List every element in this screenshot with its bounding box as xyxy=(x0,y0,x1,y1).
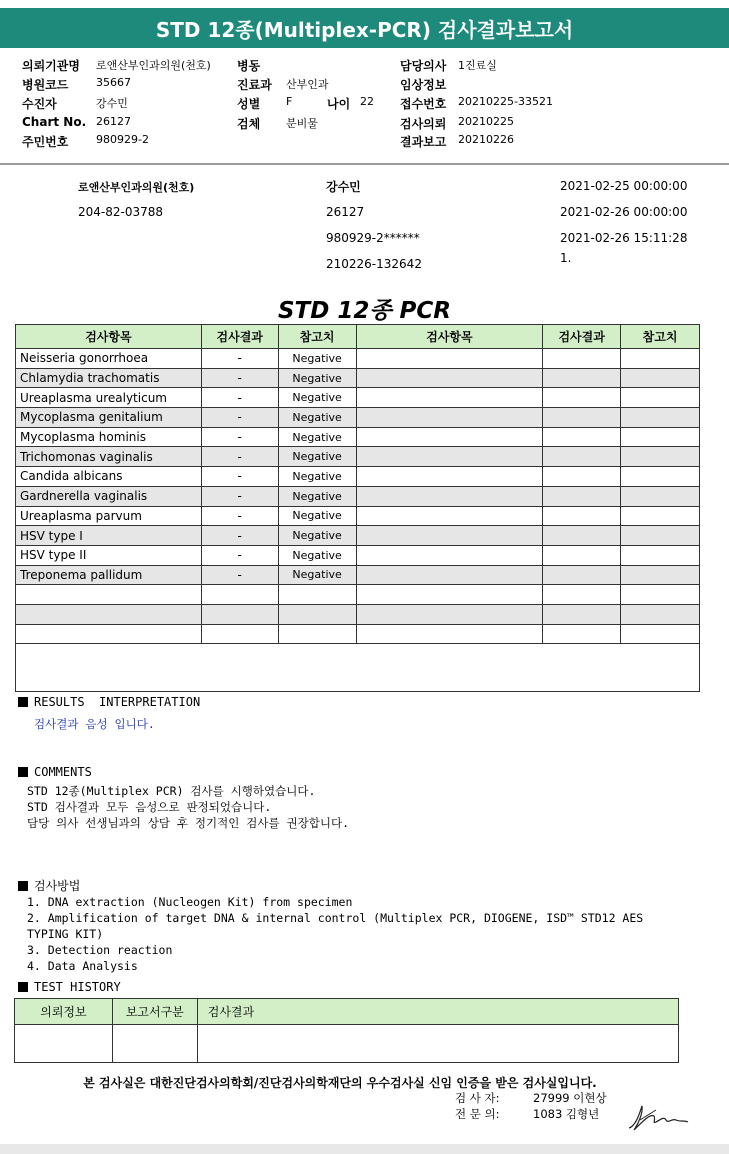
cell-item: Ureaplasma urealyticum xyxy=(16,388,202,408)
cell-ref: Negative xyxy=(278,408,356,428)
history-title: TEST HISTORY xyxy=(34,980,121,994)
cell-empty xyxy=(543,388,621,408)
cell-empty xyxy=(543,585,621,605)
tester-name: 27999 이현상 xyxy=(533,1091,607,1105)
cell-item: Gardnerella vaginalis xyxy=(16,486,202,506)
cell-empty xyxy=(356,467,543,487)
method-line: TYPING KIT) xyxy=(27,927,104,941)
summary-barcode: 210226-132642 xyxy=(326,257,422,271)
cell-empty xyxy=(356,486,543,506)
history-cell xyxy=(112,1025,197,1063)
cell-empty xyxy=(621,388,700,408)
interpretation-section xyxy=(18,695,200,709)
cell-item: Trichomonas vaginalis xyxy=(16,447,202,467)
interpretation-title: RESULTS INTERPRETATION xyxy=(34,695,201,709)
summary-datetime-3: 2021-02-26 15:11:28 xyxy=(560,231,688,245)
method-line: 1. DNA extraction (Nucleogen Kit) from specimen xyxy=(27,895,353,909)
cell-empty xyxy=(543,427,621,447)
col-header: 검사항목 xyxy=(356,325,543,349)
page-bottom-bar xyxy=(0,1144,729,1154)
comments-section xyxy=(18,765,92,779)
cell-empty xyxy=(356,506,543,526)
cell-item: Mycoplasma genitalium xyxy=(16,408,202,428)
cell-empty xyxy=(543,526,621,546)
table-row xyxy=(16,408,700,428)
cell-empty xyxy=(543,447,621,467)
header-value: 20210225 xyxy=(458,115,514,128)
cell-ref: Negative xyxy=(278,447,356,467)
header-label: 접수번호 xyxy=(400,97,447,111)
cell-empty xyxy=(356,408,543,428)
section-title: STD 12종 PCR xyxy=(277,298,452,324)
cell-result: - xyxy=(201,467,278,487)
header-label: 결과보고 xyxy=(400,135,447,149)
history-table xyxy=(14,998,679,1063)
cell-empty xyxy=(621,526,700,546)
comment-line: 담당 의사 선생님과의 상담 후 정기적인 검사를 권장합니다. xyxy=(27,816,350,830)
cell-result: - xyxy=(201,408,278,428)
doctor-label: 전 문 의: xyxy=(455,1107,500,1121)
cell-empty xyxy=(621,506,700,526)
cell-item xyxy=(16,604,202,624)
summary-chart-no: 26127 xyxy=(326,205,365,219)
col-header: 참고치 xyxy=(278,325,356,349)
cell-empty xyxy=(356,604,543,624)
header-value: 26127 xyxy=(96,115,131,128)
table-row xyxy=(16,624,700,644)
tester-label: 검 사 자: xyxy=(455,1091,500,1105)
doctor-name: 1083 김형년 xyxy=(533,1107,600,1121)
cell-empty xyxy=(621,467,700,487)
cell-result xyxy=(201,604,278,624)
cell-empty xyxy=(356,349,543,369)
header-value: 강수민 xyxy=(96,97,128,110)
certification-note: 본 검사실은 대한진단검사의학회/진단검사의학재단의 우수검사실 신임 인증을 받은 검사실입니다. xyxy=(83,1076,597,1090)
cell-empty xyxy=(621,624,700,644)
header-label: Chart No. xyxy=(22,115,87,129)
cell-empty xyxy=(543,506,621,526)
cell-empty xyxy=(621,349,700,369)
table-row xyxy=(16,526,700,546)
col-header: 검사결과 xyxy=(201,325,278,349)
square-bullet-icon xyxy=(18,881,28,891)
cell-empty xyxy=(543,624,621,644)
cell-ref: Negative xyxy=(278,565,356,585)
cell-ref: Negative xyxy=(278,368,356,388)
cell-result xyxy=(201,624,278,644)
cell-result: - xyxy=(201,349,278,369)
history-header-row xyxy=(15,999,679,1025)
age-label: 나이 xyxy=(327,97,351,111)
table-row xyxy=(16,604,700,624)
comments-title: COMMENTS xyxy=(34,765,92,779)
cell-ref: Negative xyxy=(278,349,356,369)
table-row xyxy=(16,486,700,506)
cell-result: - xyxy=(201,486,278,506)
cell-empty xyxy=(543,368,621,388)
cell-empty xyxy=(621,486,700,506)
cell-ref: Negative xyxy=(278,427,356,447)
header-value: 분비물 xyxy=(286,117,318,130)
cell-empty xyxy=(621,447,700,467)
header-value: 20210226 xyxy=(458,133,514,146)
cell-empty xyxy=(356,388,543,408)
cell-ref: Negative xyxy=(278,545,356,565)
cell-empty xyxy=(543,604,621,624)
method-line: 2. Amplification of target DNA & internal control (Multiplex PCR, DIOGENE, ISD™ STD12 AES xyxy=(27,911,644,925)
history-cell xyxy=(15,1025,113,1063)
header-label: 검체 xyxy=(237,117,261,131)
table-row xyxy=(16,388,700,408)
cell-result: - xyxy=(201,388,278,408)
col-header: 의뢰정보 xyxy=(15,999,113,1025)
cell-empty xyxy=(621,604,700,624)
cell-empty xyxy=(356,526,543,546)
cell-result: - xyxy=(201,545,278,565)
cell-result: - xyxy=(201,368,278,388)
cell-empty xyxy=(356,368,543,388)
table-row xyxy=(16,447,700,467)
table-row xyxy=(16,427,700,447)
age-value: 22 xyxy=(360,95,374,108)
cell-empty xyxy=(356,545,543,565)
header-label: 담당의사 xyxy=(400,59,447,73)
cell-empty xyxy=(543,467,621,487)
cell-empty xyxy=(621,565,700,585)
table-row xyxy=(16,368,700,388)
col-header: 검사결과 xyxy=(543,325,621,349)
cell-item: HSV type II xyxy=(16,545,202,565)
header-value: 20210225-33521 xyxy=(458,95,553,108)
table-row xyxy=(16,467,700,487)
cell-empty xyxy=(621,408,700,428)
summary-patient: 강수민 xyxy=(326,180,361,194)
cell-result: - xyxy=(201,427,278,447)
cell-empty xyxy=(543,349,621,369)
cell-empty xyxy=(543,408,621,428)
cell-empty xyxy=(356,624,543,644)
history-cell xyxy=(197,1025,678,1063)
method-title: 검사방법 xyxy=(34,879,81,893)
cell-empty xyxy=(543,486,621,506)
cell-result: - xyxy=(201,526,278,546)
summary-page: 1. xyxy=(560,251,572,265)
cell-ref: Negative xyxy=(278,388,356,408)
header-value: 로앤산부인과의원(천호) xyxy=(96,59,211,72)
comment-line: STD 12종(Multiplex PCR) 검사를 시행하였습니다. xyxy=(27,784,316,798)
header-label: 의뢰기관명 xyxy=(22,59,80,73)
col-header: 보고서구분 xyxy=(112,999,197,1025)
summary-ssn: 980929-2****** xyxy=(326,231,420,245)
method-line: 4. Data Analysis xyxy=(27,959,138,973)
cell-ref: Negative xyxy=(278,486,356,506)
header-label: 검사의뢰 xyxy=(400,117,447,131)
cell-empty xyxy=(356,427,543,447)
cell-empty xyxy=(356,565,543,585)
square-bullet-icon xyxy=(18,697,28,707)
cell-empty xyxy=(356,447,543,467)
header-label: 병원코드 xyxy=(22,78,69,92)
cell-empty xyxy=(621,368,700,388)
comment-line: STD 검사결과 모두 음성으로 판정되었습니다. xyxy=(27,800,272,814)
square-bullet-icon xyxy=(18,982,28,992)
summary-datetime-2: 2021-02-26 00:00:00 xyxy=(560,205,688,219)
cell-item: HSV type I xyxy=(16,526,202,546)
cell-empty xyxy=(621,545,700,565)
cell-item: Neisseria gonorrhoea xyxy=(16,349,202,369)
cell-empty xyxy=(356,585,543,605)
square-bullet-icon xyxy=(18,767,28,777)
method-section xyxy=(18,877,80,894)
report-title: STD 12종(Multiplex-PCR) 검사결과보고서 xyxy=(0,8,729,48)
header-value: 980929-2 xyxy=(96,133,149,146)
summary-biz-no: 204-82-03788 xyxy=(78,205,164,219)
header-value: F xyxy=(286,95,293,108)
table-row xyxy=(16,545,700,565)
cell-empty xyxy=(621,427,700,447)
table-row xyxy=(16,565,700,585)
cell-item: Ureaplasma parvum xyxy=(16,506,202,526)
cell-result: - xyxy=(201,565,278,585)
table-row xyxy=(16,585,700,605)
history-row xyxy=(15,1025,679,1063)
cell-item: Mycoplasma hominis xyxy=(16,427,202,447)
cell-empty xyxy=(621,585,700,605)
header-value: 1진료실 xyxy=(458,59,497,72)
col-header: 검사항목 xyxy=(16,325,202,349)
cell-item: Candida albicans xyxy=(16,467,202,487)
header-label: 주민번호 xyxy=(22,135,69,149)
cell-empty xyxy=(543,545,621,565)
table-row xyxy=(16,506,700,526)
header-value: 산부인과 xyxy=(286,78,329,91)
signature-image xyxy=(626,1100,690,1134)
cell-ref: Negative xyxy=(278,467,356,487)
header-divider xyxy=(0,163,729,165)
cell-ref xyxy=(278,585,356,605)
cell-ref xyxy=(278,604,356,624)
cell-result xyxy=(201,585,278,605)
results-header-row xyxy=(16,325,700,349)
cell-item: Treponema pallidum xyxy=(16,565,202,585)
header-label: 병동 xyxy=(237,59,261,73)
header-label: 임상정보 xyxy=(400,78,447,92)
summary-datetime-1: 2021-02-25 00:00:00 xyxy=(560,179,688,193)
col-header: 참고치 xyxy=(621,325,700,349)
results-blank-area xyxy=(15,644,700,692)
cell-result: - xyxy=(201,506,278,526)
method-line: 3. Detection reaction xyxy=(27,943,173,957)
results-table xyxy=(15,324,700,644)
cell-item xyxy=(16,585,202,605)
table-row xyxy=(16,349,700,369)
cell-ref: Negative xyxy=(278,526,356,546)
header-value: 35667 xyxy=(96,76,131,89)
report-header xyxy=(0,50,729,165)
header-label: 진료과 xyxy=(237,78,272,92)
cell-ref: Negative xyxy=(278,506,356,526)
header-label: 수진자 xyxy=(22,97,57,111)
header-label: 성별 xyxy=(237,97,261,111)
cell-item: Chlamydia trachomatis xyxy=(16,368,202,388)
cell-item xyxy=(16,624,202,644)
history-section xyxy=(18,980,121,994)
cell-ref xyxy=(278,624,356,644)
interpretation-text: 검사결과 음성 입니다. xyxy=(34,717,155,731)
cell-empty xyxy=(543,565,621,585)
col-header: 검사결과 xyxy=(197,999,678,1025)
summary-clinic: 로앤산부인과의원(천호) xyxy=(78,181,195,194)
cell-result: - xyxy=(201,447,278,467)
